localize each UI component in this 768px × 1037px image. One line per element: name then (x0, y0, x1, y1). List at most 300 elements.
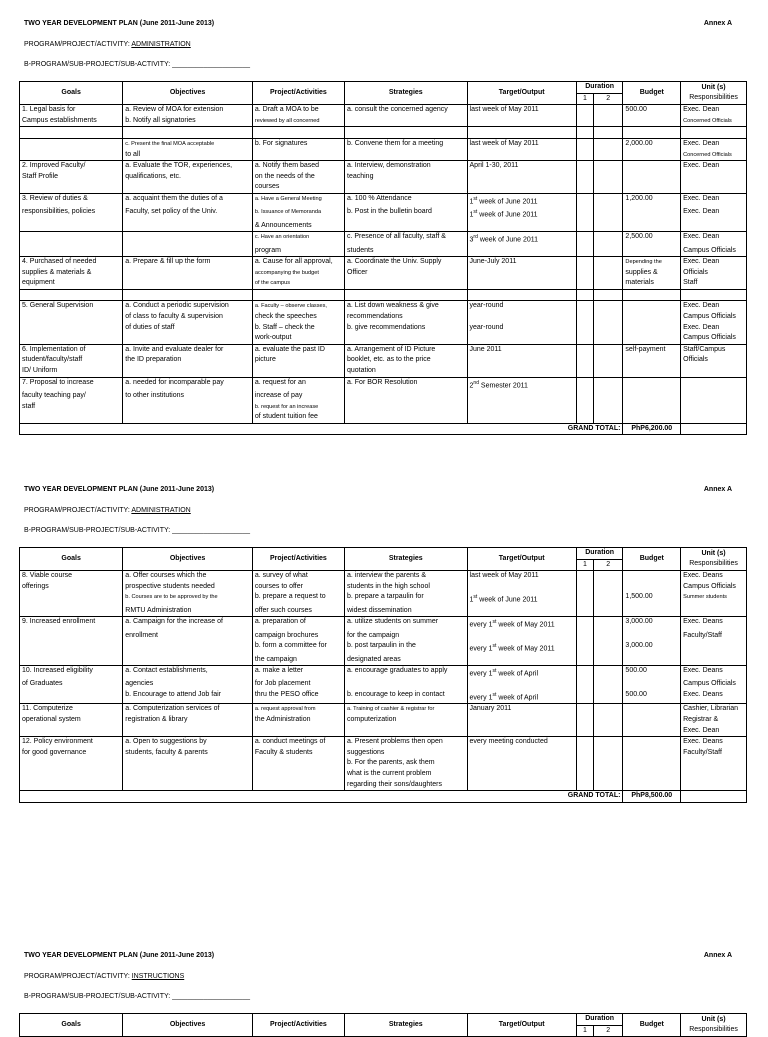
table-cell (252, 758, 344, 769)
table-row (20, 355, 747, 366)
table-cell (681, 423, 747, 435)
table-cell (576, 726, 593, 737)
table-cell (594, 758, 623, 769)
table-cell (623, 377, 681, 391)
table-cell: 3. Review of duties & (20, 193, 123, 207)
table-cell: a. make a letter (252, 666, 344, 680)
table-cell: June 2011 (467, 344, 576, 355)
table-cell (623, 150, 681, 161)
table-cell (623, 323, 681, 334)
table-cell (576, 715, 593, 726)
table-cell (123, 641, 253, 654)
table-cell: a. encourage graduates to apply (345, 666, 468, 680)
table-cell (345, 150, 468, 161)
table-cell: b. Notify all signatories (123, 116, 253, 127)
col-duration-2: 2 (594, 1025, 623, 1037)
table-cell (576, 582, 593, 593)
table-cell (576, 631, 593, 642)
table-cell (623, 172, 681, 183)
plan-table (19, 81, 747, 435)
table-cell: year-round (467, 301, 576, 312)
col-goals: Goals (20, 548, 123, 571)
table-row (20, 402, 747, 413)
table-cell: picture (252, 355, 344, 366)
table-cell: Campus Officials (681, 246, 747, 257)
table-cell (594, 655, 623, 666)
table-row (20, 246, 747, 257)
table-cell (20, 232, 123, 246)
table-cell (681, 780, 747, 791)
table-cell: 7. Proposal to increase (20, 377, 123, 391)
table-cell (576, 268, 593, 279)
table-row (20, 257, 747, 268)
table-cell (20, 333, 123, 344)
table-cell: a. Prepare & fill up the form (123, 257, 253, 268)
table-cell: b. Encourage to attend Job fair (123, 690, 253, 704)
table-cell: faculty teaching pay/ (20, 391, 123, 402)
table-cell: on the needs of the (252, 172, 344, 183)
col-unit (681, 82, 747, 105)
table-cell (576, 105, 593, 116)
table-cell: last week of May 2011 (467, 571, 576, 582)
table-cell (576, 150, 593, 161)
table-cell: b. Courses are to be approved by the (123, 592, 253, 605)
table-cell (576, 193, 593, 207)
col-unit (681, 548, 747, 571)
table-cell (681, 606, 747, 617)
table-cell (576, 704, 593, 715)
col-duration-1: 1 (576, 93, 593, 105)
table-cell (345, 289, 468, 301)
table-cell: Staff/Campus (681, 344, 747, 355)
table-row (20, 666, 747, 680)
table-cell (123, 127, 253, 139)
table-cell (252, 726, 344, 737)
table-cell (467, 391, 576, 402)
table-row (20, 690, 747, 704)
table-row (20, 641, 747, 654)
table-cell: operational system (20, 715, 123, 726)
table-cell: b. post tarpaulin in the (345, 641, 468, 654)
col-responsibilities-label: Responsibilities (689, 560, 738, 568)
table-cell: 9. Increased enrollment (20, 617, 123, 631)
table-cell (123, 289, 253, 301)
grand-total-label: GRAND TOTAL: (20, 791, 623, 803)
table-cell: Campus Officials (681, 333, 747, 344)
table-cell: a. evaluate the past ID (252, 344, 344, 355)
table-cell: Concerned Officials (681, 150, 747, 161)
table-cell: thru the PESO office (252, 690, 344, 704)
plan-title: TWO YEAR DEVELOPMENT PLAN (June 2011-June 2013) (24, 486, 215, 493)
table-row (20, 207, 747, 220)
table-cell: Officer (345, 268, 468, 279)
table-cell: suggestions (345, 748, 468, 759)
table-cell (623, 606, 681, 617)
program-line (24, 973, 732, 980)
table-cell: a. Faculty – observe classes, (252, 301, 344, 312)
table-cell: of student tuition fee (252, 412, 344, 423)
table-cell (576, 138, 593, 149)
table-cell: of class to faculty & supervision (123, 312, 253, 323)
table-cell (623, 726, 681, 737)
table-cell (594, 232, 623, 246)
table-cell (467, 655, 576, 666)
table-cell (252, 769, 344, 780)
col-goals: Goals (20, 1014, 123, 1037)
table-cell: a. For BOR Resolution (345, 377, 468, 391)
table-cell (681, 655, 747, 666)
table-cell (467, 606, 576, 617)
program-label: PROGRAM/PROJECT/ACTIVITY: (24, 507, 132, 514)
plan-title-line (24, 952, 732, 959)
annex-label: Annex A (703, 486, 732, 493)
table-row (20, 571, 747, 582)
table-cell: offer such courses (252, 606, 344, 617)
col-projects: Project/Activities (252, 548, 344, 571)
table-cell (467, 312, 576, 323)
table-cell (623, 631, 681, 642)
table-cell: a. needed for incomparable pay (123, 377, 253, 391)
table-cell (681, 641, 747, 654)
table-row (20, 127, 747, 139)
annex-label: Annex A (703, 952, 732, 959)
table-cell: the ID preparation (123, 355, 253, 366)
table-row (20, 312, 747, 323)
table-cell (594, 105, 623, 116)
table-cell (20, 726, 123, 737)
table-cell (623, 312, 681, 323)
table-cell: Faculty/Staff (681, 748, 747, 759)
table-cell: registration & library (123, 715, 253, 726)
table-cell: Depending the (623, 257, 681, 268)
table-cell (623, 780, 681, 791)
table-cell: Campus Officials (681, 679, 747, 690)
table-cell (594, 617, 623, 631)
table-cell (576, 246, 593, 257)
table-cell (20, 323, 123, 334)
table-cell (20, 690, 123, 704)
col-duration: Duration (576, 548, 623, 560)
table-cell: a. interview the parents & (345, 571, 468, 582)
col-unit-label: Unit (s) (701, 1016, 726, 1024)
table-cell: Exec. Dean (681, 161, 747, 172)
table-row (20, 172, 747, 183)
table-cell (576, 161, 593, 172)
table-cell: equipment (20, 278, 123, 289)
table-cell (20, 412, 123, 423)
table-cell: Officials (681, 355, 747, 366)
table-cell: b. Issuance of Memoranda (252, 207, 344, 220)
table-cell (123, 402, 253, 413)
table-row (20, 391, 747, 402)
table-cell (594, 737, 623, 748)
table-cell (20, 221, 123, 232)
col-strategies: Strategies (345, 548, 468, 571)
table-cell (467, 278, 576, 289)
table-cell: a. Contact establishments, (123, 666, 253, 680)
table-cell (467, 289, 576, 301)
table-cell: recommendations (345, 312, 468, 323)
table-cell (345, 412, 468, 423)
table-cell: b. give recommendations (345, 323, 468, 334)
table-cell (594, 182, 623, 193)
table-cell: a. Interview, demonstration (345, 161, 468, 172)
table-row (20, 737, 747, 748)
table-cell (681, 377, 747, 391)
table-cell: 1st week of June 2011 (467, 207, 576, 220)
table-cell (467, 715, 576, 726)
table-cell (623, 582, 681, 593)
table-cell: a. acquaint them the duties of a (123, 193, 253, 207)
table-cell: students, faculty & parents (123, 748, 253, 759)
table-cell (123, 278, 253, 289)
table-cell: b. For signatures (252, 138, 344, 149)
program-value: INSTRUCTIONS (131, 973, 185, 980)
table-cell (20, 592, 123, 605)
table-cell (467, 631, 576, 642)
table-cell: enrollment (123, 631, 253, 642)
table-cell: every meeting conducted (467, 737, 576, 748)
table-cell (467, 726, 576, 737)
program-label: PROGRAM/PROJECT/ACTIVITY: (24, 973, 132, 980)
table-cell (576, 769, 593, 780)
table-cell (594, 289, 623, 301)
table-cell (681, 172, 747, 183)
header-row (20, 82, 747, 94)
table-row (20, 726, 747, 737)
table-cell: Exec. Deans (681, 617, 747, 631)
table-cell (576, 748, 593, 759)
table-cell: & Announcements (252, 221, 344, 232)
table-cell: qualifications, etc. (123, 172, 253, 183)
table-cell: 3,000.00 (623, 641, 681, 654)
grand-total-row (20, 423, 747, 435)
subprogram-line (24, 61, 732, 68)
table-cell (467, 246, 576, 257)
table-cell (623, 333, 681, 344)
table-cell (345, 679, 468, 690)
table-cell: program (252, 246, 344, 257)
table-cell (594, 278, 623, 289)
table-cell (467, 221, 576, 232)
col-unit (681, 1014, 747, 1037)
table-cell (623, 412, 681, 423)
table-row (20, 105, 747, 116)
table-cell: Officials (681, 268, 747, 279)
plan-title: TWO YEAR DEVELOPMENT PLAN (June 2011-June 2013) (24, 20, 215, 27)
table-cell (623, 366, 681, 377)
grand-total-value: PhP6,200.00 (623, 423, 681, 435)
table-cell (467, 150, 576, 161)
table-cell: every 1st week of May 2011 (467, 617, 576, 631)
table-cell: work-output (252, 333, 344, 344)
table-cell: 1,200.00 (623, 193, 681, 207)
table-row (20, 333, 747, 344)
table-cell (467, 412, 576, 423)
table-cell (681, 182, 747, 193)
table-cell: 5. General Supervision (20, 301, 123, 312)
col-unit-label: Unit (s) (701, 84, 726, 92)
table-cell: June-July 2011 (467, 257, 576, 268)
table-cell: Exec. Dean (681, 323, 747, 334)
table-cell: 4. Purchased of needed (20, 257, 123, 268)
table-cell (20, 150, 123, 161)
table-row (20, 182, 747, 193)
table-cell (576, 344, 593, 355)
plan-title-line (24, 486, 732, 493)
table-cell (623, 769, 681, 780)
table-cell (623, 758, 681, 769)
table-cell (623, 704, 681, 715)
table-cell (594, 412, 623, 423)
table-cell: a. Review of MOA for extension (123, 105, 253, 116)
table-cell (467, 748, 576, 759)
table-cell (576, 172, 593, 183)
table-cell: 500.00 (623, 666, 681, 680)
table-cell (576, 391, 593, 402)
subprogram-label: B-PROGRAM/SUB-PROJECT/SUB-ACTIVITY: ____________________ (24, 993, 251, 1000)
table-cell (123, 726, 253, 737)
table-cell: students in the high school (345, 582, 468, 593)
table-cell: for Job placement (252, 679, 344, 690)
table-cell: 12. Policy environment (20, 737, 123, 748)
table-cell: a. Notify them based (252, 161, 344, 172)
table-row (20, 748, 747, 759)
table-cell (681, 127, 747, 139)
table-row (20, 268, 747, 279)
table-cell: 500.00 (623, 105, 681, 116)
table-cell (576, 278, 593, 289)
table-cell: increase of pay (252, 391, 344, 402)
table-cell: Exec. Deans (681, 666, 747, 680)
table-cell (345, 182, 468, 193)
table-cell (623, 207, 681, 220)
table-cell (20, 246, 123, 257)
table-cell (576, 641, 593, 654)
table-cell (20, 182, 123, 193)
subprogram-label: B-PROGRAM/SUB-PROJECT/SUB-ACTIVITY: ____________________ (24, 527, 251, 534)
table-cell (576, 312, 593, 323)
table-cell: a. Cause for all approval, (252, 257, 344, 268)
table-row (20, 582, 747, 593)
subprogram-label: B-PROGRAM/SUB-PROJECT/SUB-ACTIVITY: ____________________ (24, 61, 251, 68)
table-cell (623, 182, 681, 193)
plan-title-line (24, 20, 732, 27)
table-cell: c. Presence of all faculty, staff & (345, 232, 468, 246)
header-row (20, 548, 747, 560)
col-target: Target/Output (467, 1014, 576, 1037)
table-cell (345, 127, 468, 139)
table-cell (623, 402, 681, 413)
table-cell (576, 289, 593, 301)
table-cell (576, 301, 593, 312)
table-cell: regarding their sons/daughters (345, 780, 468, 791)
plan-table (19, 547, 747, 803)
table-cell: 6. Implementation of (20, 344, 123, 355)
table-cell (594, 769, 623, 780)
table-cell: a. 100 % Attendance (345, 193, 468, 207)
col-responsibilities-label: Responsibilities (689, 94, 738, 102)
program-label: PROGRAM/PROJECT/ACTIVITY: (24, 41, 132, 48)
table-cell (467, 268, 576, 279)
table-cell: every 1st week of April (467, 666, 576, 680)
table-cell: Registrar & (681, 715, 747, 726)
table-cell: Exec. Dean (681, 193, 747, 207)
table-cell (576, 617, 593, 631)
table-cell (576, 366, 593, 377)
table-cell: supplies & (623, 268, 681, 279)
table-cell (345, 391, 468, 402)
table-cell (467, 679, 576, 690)
table-cell (467, 333, 576, 344)
table-cell (20, 780, 123, 791)
table-cell (623, 655, 681, 666)
table-cell (576, 592, 593, 605)
table-cell (576, 127, 593, 139)
table-cell (123, 232, 253, 246)
table-row (20, 116, 747, 127)
table-cell: booklet, etc. as to the price (345, 355, 468, 366)
table-cell (576, 606, 593, 617)
col-objectives: Objectives (123, 1014, 253, 1037)
col-duration-1: 1 (576, 559, 593, 571)
table-cell: 1,500.00 (623, 592, 681, 605)
table-cell (345, 333, 468, 344)
col-strategies: Strategies (345, 1014, 468, 1037)
table-cell: January 2011 (467, 704, 576, 715)
subprogram-line (24, 993, 732, 1000)
col-duration-2: 2 (594, 93, 623, 105)
table-cell (576, 221, 593, 232)
table-cell: 3rd week of June 2011 (467, 232, 576, 246)
table-row (20, 221, 747, 232)
table-cell (576, 232, 593, 246)
table-cell: self-payment (623, 344, 681, 355)
table-cell (576, 377, 593, 391)
table-cell (576, 737, 593, 748)
table-cell (594, 592, 623, 605)
table-cell (594, 690, 623, 704)
table-cell (576, 333, 593, 344)
table-cell (252, 127, 344, 139)
table-cell: 2,500.00 (623, 232, 681, 246)
table-cell: Staff Profile (20, 172, 123, 183)
table-cell (576, 182, 593, 193)
table-cell: a. consult the concerned agency (345, 105, 468, 116)
table-cell (594, 606, 623, 617)
table-cell (681, 758, 747, 769)
table-cell: Exec. Deans (681, 737, 747, 748)
table-cell (594, 641, 623, 654)
program-line (24, 41, 732, 48)
table-cell: Faculty/Staff (681, 631, 747, 642)
table-cell (467, 182, 576, 193)
col-duration-1: 1 (576, 1025, 593, 1037)
table-cell (594, 257, 623, 268)
table-cell: Faculty & students (252, 748, 344, 759)
table-cell: student/faculty/staff (20, 355, 123, 366)
table-cell: a. Present problems then open (345, 737, 468, 748)
table-row (20, 592, 747, 605)
table-cell: for good governance (20, 748, 123, 759)
table-cell (623, 289, 681, 301)
table-cell (467, 780, 576, 791)
table-row (20, 232, 747, 246)
table-cell (594, 666, 623, 680)
table-cell: Cashier, Librarian (681, 704, 747, 715)
col-target: Target/Output (467, 548, 576, 571)
table-cell: 1. Legal basis for (20, 105, 123, 116)
